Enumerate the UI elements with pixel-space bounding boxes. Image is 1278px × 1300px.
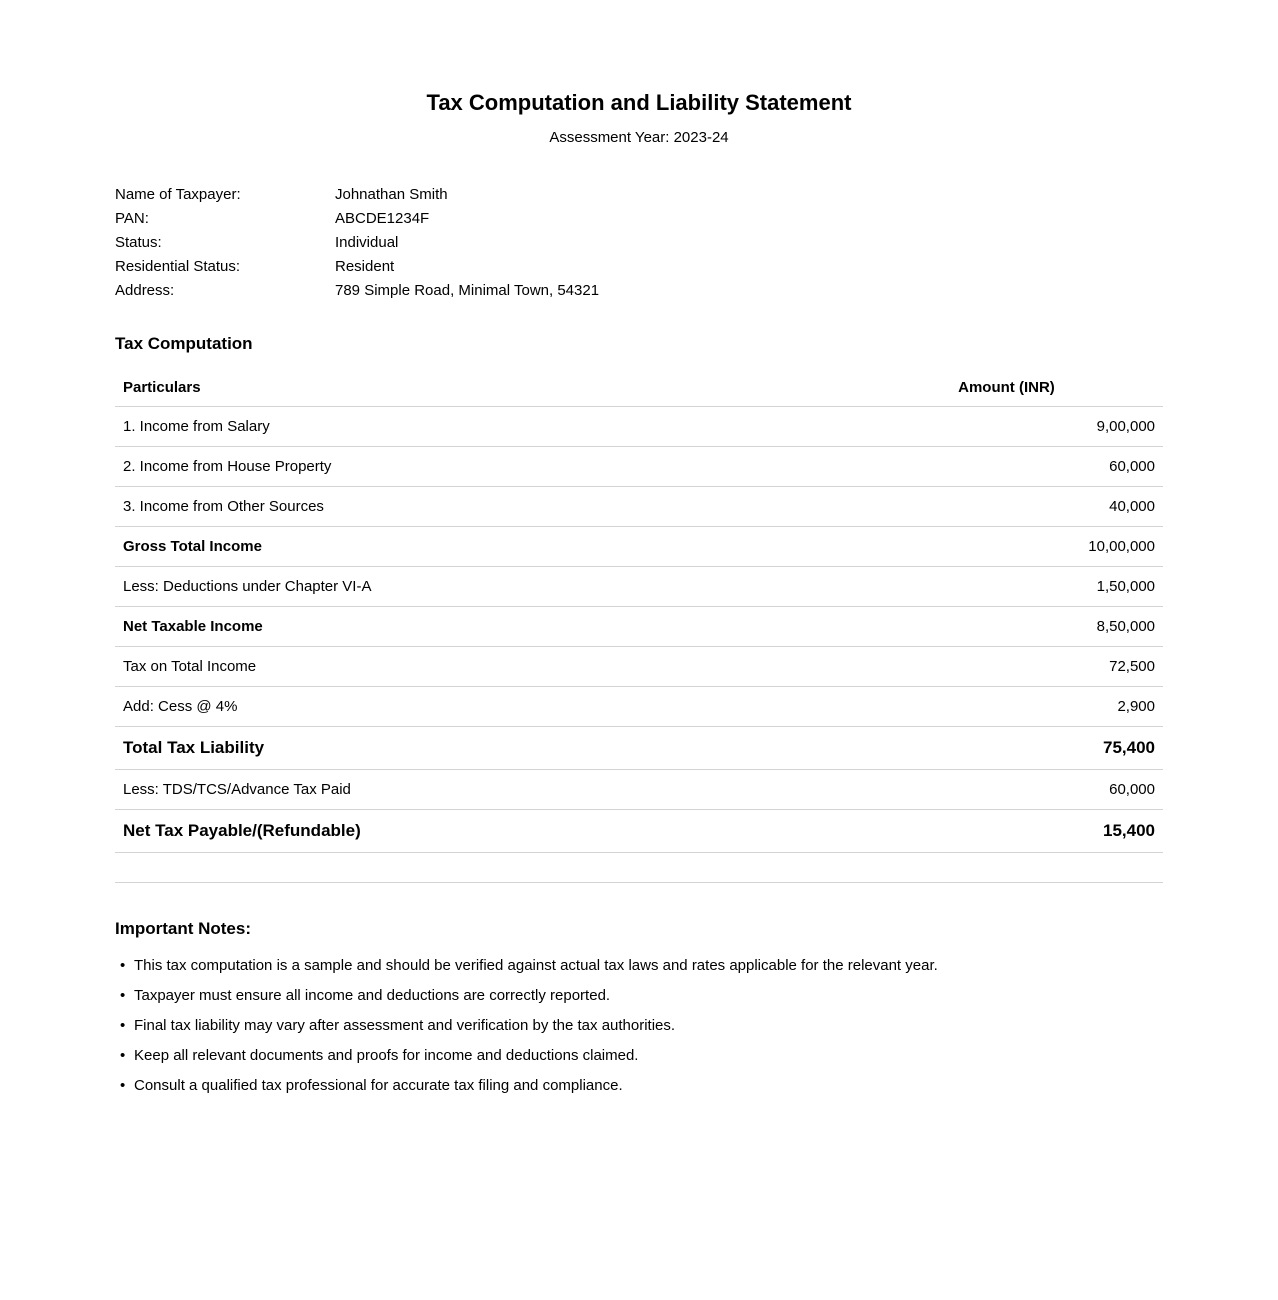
taxpayer-info-section: [115, 183, 1163, 303]
taxpayer-name-value: Johnathan Smith: [335, 186, 448, 204]
row-amount: 2,900: [850, 687, 1163, 727]
important-notes-heading: Important Notes:: [115, 919, 251, 939]
important-notes-section: [115, 919, 1163, 1096]
row-amount: 40,000: [850, 487, 1163, 527]
table-row: [115, 447, 1163, 487]
table-row: [115, 647, 1163, 687]
tax-computation-table: [115, 369, 1163, 883]
tax-computation-heading: Tax Computation: [115, 334, 253, 354]
bullet-icon: •: [120, 1017, 126, 1035]
row-amount: 75,400: [850, 727, 1163, 770]
row-label: 2. Income from House Property: [115, 447, 850, 487]
table-header-row: [115, 369, 1163, 407]
pan-value: ABCDE1234F: [335, 210, 430, 228]
list-item: [115, 986, 1163, 1006]
table-row-net-taxable-income: [115, 607, 1163, 647]
row-label: Less: TDS/TCS/Advance Tax Paid: [115, 770, 850, 810]
row-amount: 10,00,000: [850, 527, 1163, 567]
list-item: [115, 1016, 1163, 1036]
taxpayer-name-row: [115, 183, 1163, 207]
table-row-gross-total: [115, 527, 1163, 567]
row-amount: 8,50,000: [850, 607, 1163, 647]
bullet-icon: •: [120, 1077, 126, 1095]
bullet-icon: •: [120, 987, 126, 1005]
amount-column-header: Amount (INR): [850, 369, 1163, 407]
note-text: Keep all relevant documents and proofs for income and deductions claimed.: [134, 1047, 639, 1065]
row-label: Net Tax Payable/(Refundable): [115, 810, 850, 853]
row-label: Net Taxable Income: [115, 607, 850, 647]
address-label: Address:: [115, 282, 175, 300]
row-label: Less: Deductions under Chapter VI-A: [115, 567, 850, 607]
table-row-total-tax-liability: [115, 727, 1163, 770]
note-text: Final tax liability may vary after assessment and verification by the tax authorities.: [134, 1017, 676, 1035]
notes-list: [115, 956, 1163, 1096]
row-amount: 60,000: [850, 770, 1163, 810]
pan-row: [115, 207, 1163, 231]
row-label: Total Tax Liability: [115, 727, 850, 770]
status-row: [115, 231, 1163, 255]
list-item: [115, 1046, 1163, 1066]
note-text: Taxpayer must ensure all income and deductions are correctly reported.: [134, 987, 611, 1005]
residential-status-label: Residential Status:: [115, 258, 241, 276]
page-title: Tax Computation and Liability Statement: [426, 90, 852, 115]
table-row: [115, 567, 1163, 607]
residential-status-row: [115, 255, 1163, 279]
row-label: 3. Income from Other Sources: [115, 487, 850, 527]
row-label: Add: Cess @ 4%: [115, 687, 850, 727]
taxpayer-name-label: Name of Taxpayer:: [115, 186, 241, 204]
table-row: [115, 770, 1163, 810]
row-amount: 60,000: [850, 447, 1163, 487]
table-spacer-row: [115, 853, 1163, 883]
assessment-year-subtitle: Assessment Year: 2023-24: [549, 129, 729, 147]
note-text: Consult a qualified tax professional for accurate tax filing and compliance.: [134, 1077, 623, 1095]
status-label: Status:: [115, 234, 162, 252]
row-amount: 1,50,000: [850, 567, 1163, 607]
row-label: Tax on Total Income: [115, 647, 850, 687]
bullet-icon: •: [120, 957, 126, 975]
row-label: 1. Income from Salary: [115, 407, 850, 447]
pan-label: PAN:: [115, 210, 149, 228]
address-row: [115, 279, 1163, 303]
table-row-net-tax-payable: [115, 810, 1163, 853]
list-item: [115, 1076, 1163, 1096]
row-label: Gross Total Income: [115, 527, 850, 567]
row-amount: 9,00,000: [850, 407, 1163, 447]
table-row: [115, 687, 1163, 727]
address-value: 789 Simple Road, Minimal Town, 54321: [335, 282, 600, 300]
note-text: This tax computation is a sample and should be verified against actual tax laws and rates applicable for the relevant year.: [134, 957, 938, 975]
particulars-column-header: Particulars: [115, 369, 850, 407]
bullet-icon: •: [120, 1047, 126, 1065]
row-amount: 72,500: [850, 647, 1163, 687]
table-row: [115, 487, 1163, 527]
row-amount: 15,400: [850, 810, 1163, 853]
residential-status-value: Resident: [335, 258, 395, 276]
status-value: Individual: [335, 234, 399, 252]
table-row: [115, 407, 1163, 447]
list-item: [115, 956, 1163, 976]
